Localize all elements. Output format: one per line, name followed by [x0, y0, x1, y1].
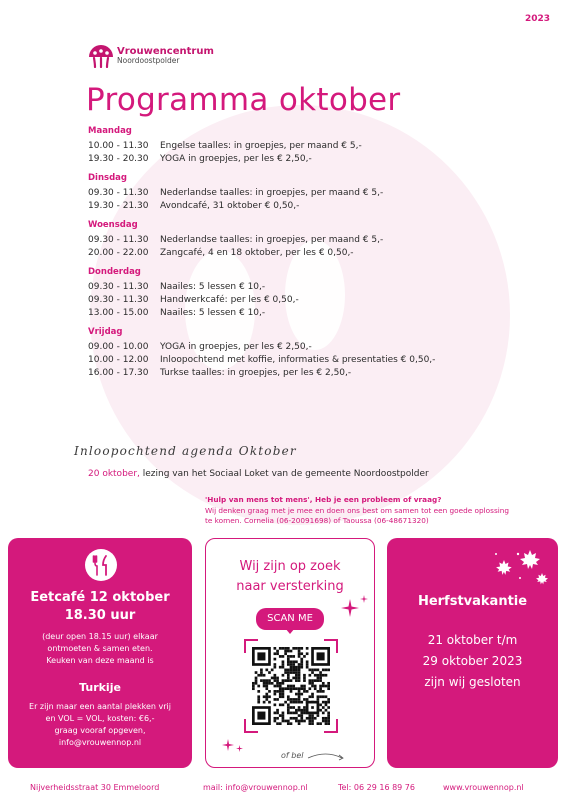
logo-mark-icon [88, 44, 114, 68]
arrow-icon [306, 749, 346, 763]
qr-code-icon [252, 647, 330, 725]
inloop-agenda-title: Inloopochtend agenda Oktober [74, 444, 297, 458]
schedule-row [88, 139, 528, 152]
eetcafe-info-line: en VOL = VOL, kosten: €6,- [45, 714, 155, 723]
eetcafe-country: Turkije [79, 681, 121, 694]
sparkle-icon [341, 599, 359, 617]
schedule-day-friday [88, 327, 528, 379]
footer-website[interactable]: www.vrouwennop.nl [443, 783, 524, 792]
background-watermark-drop [335, 430, 375, 500]
sparkle-icon [236, 745, 243, 752]
recruitment-heading [206, 557, 374, 597]
eetcafe-info [14, 701, 186, 749]
eetcafe-info-line: Er zijn maar een aantal plekken vrij [29, 702, 171, 711]
help-notice [205, 495, 555, 527]
sparkle-icon [222, 739, 234, 751]
day-name: Woensdag [88, 220, 138, 230]
logo-name: Vrouwencentrum [117, 45, 214, 57]
row-activity: Inloopochtend met koffie, informaties & presentaties € 0,50,- [160, 354, 436, 365]
day-name: Maandag [88, 126, 132, 136]
row-time: 10.00 - 11.30 [88, 140, 149, 151]
row-activity: Handwerkcafé: per les € 0,50,- [160, 294, 299, 305]
schedule-row [88, 199, 528, 212]
call-prompt: of bel [281, 751, 304, 760]
eetcafe-time: 18.30 uur [64, 608, 136, 623]
eetcafe-title: Eetcafé 12 oktober [30, 590, 170, 605]
row-time: 16.00 - 17.30 [88, 367, 149, 378]
qr-code[interactable] [244, 639, 338, 733]
autumn-holiday-line: zijn wij gesloten [424, 675, 521, 689]
schedule-day-wednesday [88, 220, 528, 259]
eetcafe-info-line: graag vooraf opgeven, [54, 726, 146, 735]
schedule-row [88, 340, 528, 353]
year-label: 2023 [524, 14, 550, 24]
schedule-row [88, 293, 528, 306]
schedule-row [88, 353, 528, 366]
autumn-holiday-line: 21 oktober t/m [427, 633, 518, 647]
row-activity: Naailes: 5 lessen € 10,- [160, 281, 266, 292]
sparkle-icon [360, 595, 368, 603]
schedule-row [88, 233, 528, 246]
page-title: Programma oktober [86, 82, 401, 118]
footer-address: Nijverheidsstraat 30 Emmeloord [30, 783, 160, 792]
row-time: 09.30 - 11.30 [88, 187, 149, 198]
eetcafe-description [14, 631, 186, 667]
row-activity: YOGA in groepjes, per les € 2,50,- [160, 341, 312, 352]
weekly-schedule [88, 126, 528, 387]
row-activity: Engelse taalles: in groepjes, per maand € 5,- [160, 140, 362, 151]
day-name: Dinsdag [88, 173, 127, 183]
recruitment-line: naar versterking [236, 579, 344, 595]
schedule-row [88, 306, 528, 319]
row-activity: YOGA in groepjes, per les € 2,50,- [160, 153, 312, 164]
eetcafe-email[interactable]: info@vrouwennop.nl [58, 738, 142, 747]
schedule-row [88, 280, 528, 293]
autumn-holiday-dates [387, 630, 558, 693]
row-activity: Naailes: 5 lessen € 10,- [160, 307, 266, 318]
row-time: 10.00 - 12.00 [88, 354, 149, 365]
eetcafe-line: ontmoeten & samen eten. [47, 644, 153, 653]
row-time: 13.00 - 15.00 [88, 307, 149, 318]
row-time: 09.30 - 11.30 [88, 234, 149, 245]
help-question: 'Hulp van mens tot mens', Heb je een probleem of vraag? [205, 495, 442, 504]
day-name: Vrijdag [88, 327, 123, 337]
schedule-day-thursday [88, 267, 528, 319]
schedule-row [88, 366, 528, 379]
schedule-row [88, 246, 528, 259]
recruitment-card [205, 538, 375, 768]
eetcafe-line: Keuken van deze maand is [46, 656, 154, 665]
logo [88, 44, 214, 68]
row-activity: Nederlandse taalles: in groepjes, per maand € 5,- [160, 187, 384, 198]
row-time: 20.00 - 22.00 [88, 247, 149, 258]
day-name: Donderdag [88, 267, 141, 277]
schedule-row [88, 186, 528, 199]
inloop-date: 20 oktober, [88, 469, 140, 479]
scan-me-button[interactable]: SCAN ME [256, 608, 324, 630]
schedule-day-monday [88, 126, 528, 165]
schedule-day-tuesday [88, 173, 528, 212]
row-time: 09.00 - 10.00 [88, 341, 149, 352]
autumn-holiday-title: Herfstvakantie [417, 594, 528, 609]
row-activity: Nederlandse taalles: in groepjes, per maand € 5,- [160, 234, 384, 245]
cutlery-icon [84, 548, 118, 582]
autumn-holiday-line: 29 oktober 2023 [422, 654, 523, 668]
recruitment-line: Wij zijn op zoek [239, 559, 341, 574]
row-activity: Zangcafé, 4 en 18 oktober, per les € 0,50,- [160, 247, 354, 258]
row-time: 19.30 - 21.30 [88, 200, 149, 211]
row-activity: Avondcafé, 31 oktober € 0,50,- [160, 200, 300, 211]
footer-email[interactable]: mail: info@vrouwennop.nl [203, 783, 308, 792]
maple-leaves-icon [490, 548, 550, 593]
logo-subtitle: Noordoostpolder [117, 56, 180, 66]
row-time: 09.30 - 11.30 [88, 294, 149, 305]
help-line: Wij denken graag met je mee en doen ons best om samen tot een goede oplossing [205, 505, 510, 515]
eetcafe-line: (deur open 18.15 uur) elkaar [42, 632, 158, 641]
footer-phone[interactable]: Tel: 06 29 16 89 76 [338, 783, 415, 792]
autumn-holiday-card [387, 538, 558, 768]
row-time: 09.30 - 11.30 [88, 281, 149, 292]
help-line: te komen. Cornelia (06-20091698) of Taoussa (06-48671320) [205, 516, 429, 526]
inloop-text: lezing van het Sociaal Loket van de gemeente Noordoostpolder [139, 469, 429, 479]
row-activity: Turkse taalles: in groepjes, per les € 2,50,- [160, 367, 352, 378]
inloop-agenda-item [88, 469, 429, 479]
eetcafe-card [8, 538, 192, 768]
scan-me-pointer [285, 628, 295, 634]
row-time: 19.30 - 20.30 [88, 153, 149, 164]
schedule-row [88, 152, 528, 165]
